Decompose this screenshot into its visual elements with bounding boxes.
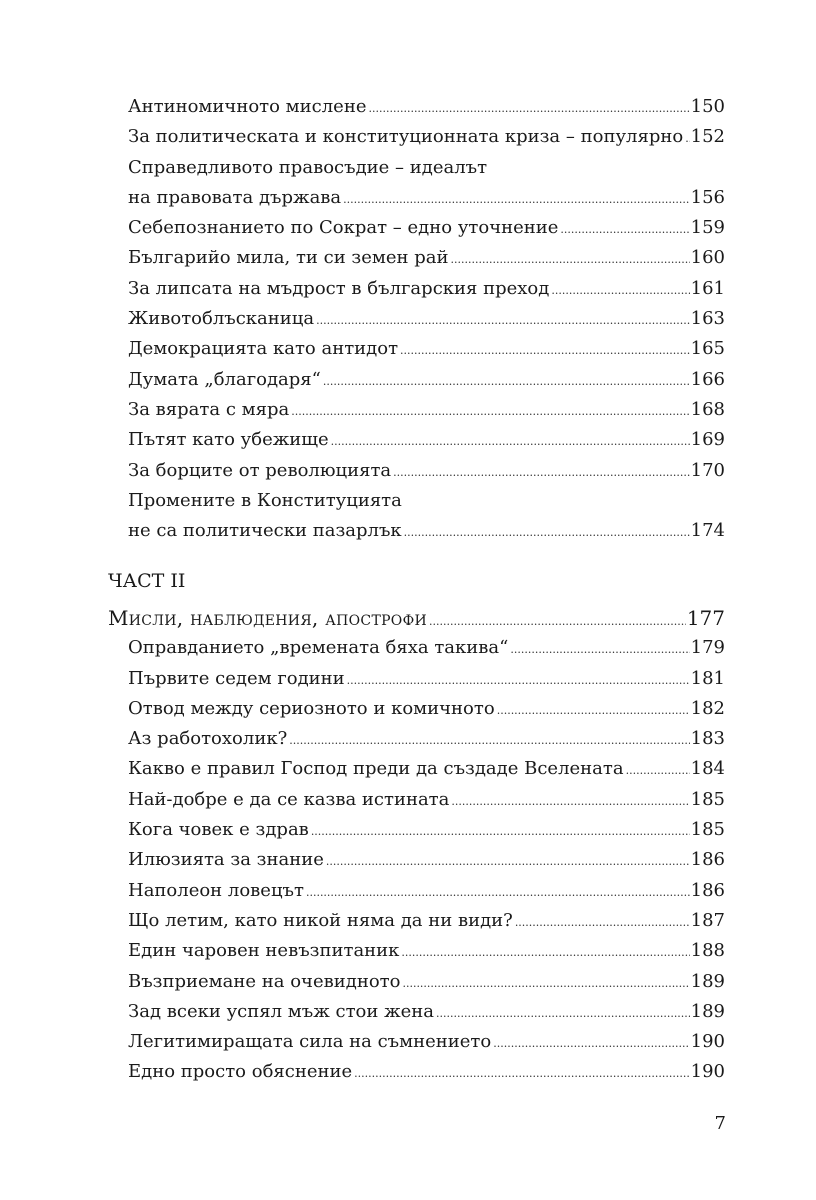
toc-entry-page: 182 (690, 697, 725, 719)
toc-entry-page: 177 (686, 606, 725, 630)
toc-entry-title: Антиномичното мислене (128, 96, 367, 117)
toc-leader-dots (326, 847, 690, 877)
toc-entry (108, 183, 725, 213)
toc-entry-title: Един чаровен невъзпитаник (128, 940, 400, 962)
toc-entry-page: 161 (690, 277, 725, 299)
toc-entry-page: 150 (690, 96, 725, 117)
toc-entry-title: За липсата на мъдрост в българския преход (128, 277, 550, 299)
toc-entry-title: Думата „благодаря“ (128, 368, 321, 390)
toc-entry-title: Зад всеки успял мъж стои жена (128, 1000, 435, 1022)
toc-leader-dots (400, 336, 690, 366)
toc-entry (108, 785, 725, 815)
toc-leader-dots (311, 817, 690, 847)
toc-entry-page: 181 (690, 667, 725, 689)
toc-entry-title: Какво е правил Господ преди да създаде Вселената (128, 758, 624, 780)
toc-entry-title: Що летим, като никой няма да ни види? (128, 909, 513, 931)
toc-entry-title: Възприемане на очевидното (128, 970, 401, 992)
toc-entry-page: 189 (690, 970, 725, 992)
section-heading-rest: исли, наблюдения, апострофи (128, 606, 428, 630)
toc-entry-page: 184 (690, 758, 725, 780)
toc-leader-dots (347, 666, 690, 696)
toc-leader-dots (551, 276, 689, 306)
toc-entry-page: 190 (690, 1061, 725, 1083)
toc-entry (108, 395, 725, 425)
toc-entry-page: 190 (690, 1031, 725, 1053)
toc-entry-page: 159 (690, 217, 725, 239)
toc-entry-title: Отвод между сериозното и комичното (128, 697, 495, 719)
toc-leader-dots (404, 518, 690, 548)
toc-entry-title: Демокрацията като антидот (128, 338, 399, 360)
toc-entry-title: не са политически пазарлък (128, 520, 402, 542)
toc-entry (108, 425, 725, 455)
toc-entry (108, 936, 725, 966)
toc-entry-page: 165 (690, 338, 725, 360)
toc-entry (108, 1057, 725, 1087)
toc-entry-page: 152 (690, 126, 725, 148)
toc-entry (108, 876, 725, 906)
toc-entry-title: Пътят като убежище (128, 429, 329, 451)
toc-leader-dots (451, 787, 689, 817)
toc-leader-dots (401, 938, 689, 968)
page-number: 7 (714, 1113, 726, 1134)
toc-entry-page: 174 (690, 520, 725, 542)
section-heading (108, 603, 725, 633)
toc-entry (108, 906, 725, 936)
toc-entry (108, 92, 725, 122)
toc-part2 (108, 603, 725, 1088)
toc-entry (108, 815, 725, 845)
toc-entry (108, 365, 725, 395)
toc-leader-dots (493, 1029, 689, 1059)
toc-leader-dots (306, 878, 690, 908)
toc-entry-page: 160 (690, 247, 725, 269)
toc-entry-title: Животоблъсканица (128, 308, 315, 330)
toc-leader-dots (451, 245, 690, 275)
toc-entry-page: 169 (690, 429, 725, 451)
toc-entry-page: 186 (690, 879, 725, 901)
toc-leader-dots (291, 397, 689, 427)
part-label: ЧАСТ II (108, 570, 186, 592)
toc-entry (108, 1027, 725, 1057)
toc-entry-title: на правовата държава (128, 186, 342, 208)
toc-entry (108, 997, 725, 1027)
toc-entry-title: Едно просто обяснение (128, 1061, 353, 1083)
toc-leader-dots (368, 94, 689, 124)
toc-leader-dots (510, 635, 689, 665)
toc-entry (108, 122, 725, 152)
toc-entry (108, 724, 725, 754)
toc-leader-dots (436, 999, 690, 1029)
toc-entry-title: Аз работохолик? (128, 728, 288, 750)
toc-entry (108, 274, 725, 304)
toc-entry (108, 243, 725, 273)
toc-leader-dots (685, 124, 689, 154)
toc-entry-title: Българийо мила, ти си земен рай (128, 247, 449, 269)
toc-leader-dots (289, 726, 689, 756)
section-heading-initial: М (108, 606, 129, 630)
toc-entry-title: Илюзията за знание (128, 849, 324, 871)
toc-entry-title: Наполеон ловецът (128, 879, 304, 901)
toc-entry-page: 166 (690, 368, 725, 390)
toc-leader-dots (402, 969, 689, 999)
toc-entry-title: За политическата и конституционната криза – популярно (128, 126, 684, 148)
toc-entry-page: 163 (690, 308, 725, 330)
toc-entry-page: 186 (690, 849, 725, 871)
toc-entry-page: 185 (690, 788, 725, 810)
toc-leader-dots (323, 367, 690, 397)
toc-entry-title: Себепознанието по Сократ – едно уточнение (128, 217, 559, 239)
toc-entry-title: Оправданието „времената бяха такива“ (128, 637, 509, 659)
toc-entry (108, 334, 725, 364)
toc-leader-dots (515, 908, 690, 938)
toc-entry-title: За борците от революцията (128, 459, 392, 481)
toc-entry (108, 845, 725, 875)
toc-entry (108, 456, 725, 486)
toc-leader-dots (354, 1059, 690, 1089)
toc-entry-page: 183 (690, 728, 725, 750)
toc-leader-dots (316, 306, 690, 336)
toc-entry-page: 185 (690, 819, 725, 841)
toc-entry-title: Легитимиращата сила на съмнението (128, 1031, 492, 1053)
toc-entry (108, 304, 725, 334)
toc-leader-dots (393, 458, 689, 488)
toc-entry-page: 168 (690, 398, 725, 420)
toc-entry-page: 187 (690, 909, 725, 931)
toc-part1 (108, 92, 725, 546)
toc-entry (108, 694, 725, 724)
toc-entry (108, 664, 725, 694)
toc-entry-title: Първите седем години (128, 667, 345, 689)
toc-entry (108, 516, 725, 546)
toc-entry-title: Кога човек е здрав (128, 819, 309, 841)
section-heading-title (108, 603, 427, 633)
toc-entry-title: Най-добре е да се казва истината (128, 788, 450, 810)
toc-entry-title: За вярата с мяра (128, 398, 290, 420)
toc-entry-title-line1: Справедливото правосъдие – идеалът (128, 156, 488, 178)
toc-entry (108, 213, 725, 243)
toc-leader-dots (343, 185, 689, 215)
toc-leader-dots (331, 427, 690, 457)
toc-entry-page: 170 (690, 459, 725, 481)
toc-leader-dots (560, 215, 689, 245)
toc-entry-title-line1: Промените в Конституцията (128, 489, 402, 511)
toc-leader-dots (626, 756, 690, 786)
toc-entry-page: 156 (690, 186, 725, 208)
toc-entry-page: 189 (690, 1000, 725, 1022)
toc-entry (108, 967, 725, 997)
toc-entry (108, 754, 725, 784)
toc-leader-dots (497, 696, 690, 726)
toc-entry-page: 179 (690, 637, 725, 659)
toc-entry (108, 633, 725, 663)
toc-entry-page: 188 (690, 940, 725, 962)
